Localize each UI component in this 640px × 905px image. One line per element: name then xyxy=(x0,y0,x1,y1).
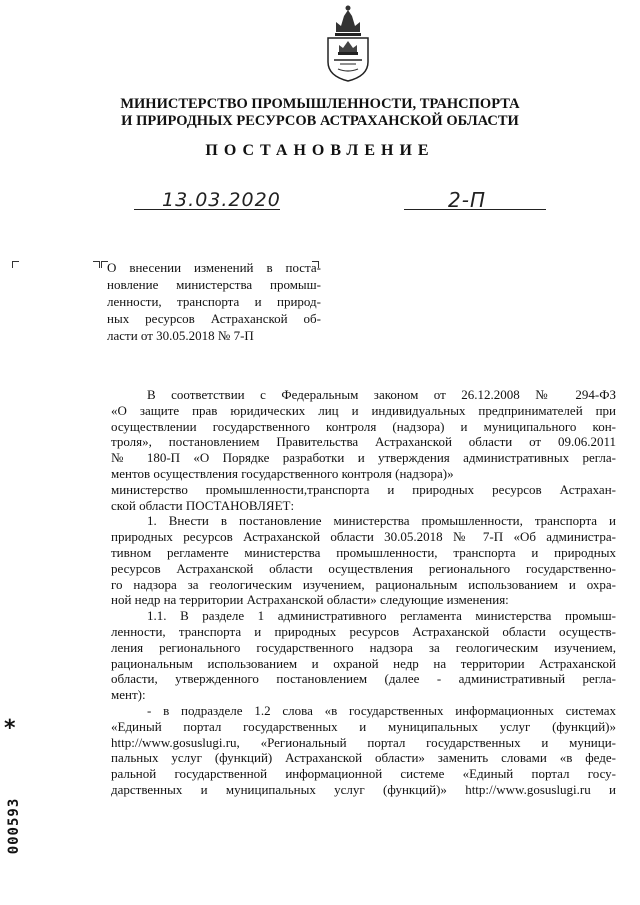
bracket-corner-right-a xyxy=(93,261,100,268)
body-line: осуществлении государственного контроля (надзора) и муниципального кон- xyxy=(111,418,616,434)
date-underline xyxy=(134,209,280,210)
body-line: ской области ПОСТАНОВЛЯЕТ: xyxy=(111,497,295,513)
body-line: «О защите прав юридических лиц и индивидуальных предпринимателей при xyxy=(111,402,616,418)
stamp-asterisk: * xyxy=(4,716,16,741)
body-line: ральной государственной информационной системе «Единый портал госу- xyxy=(111,766,616,782)
subject-block xyxy=(107,259,321,344)
body-line: области, утвержденного постановлением (далее - административный регла- xyxy=(111,671,616,687)
body-line: № 180-П «О Порядке разработки и утверждения административных регла- xyxy=(111,450,616,466)
document-body xyxy=(111,387,616,798)
body-line: «Единый портал государственных и муниципальных услуг (функций)» xyxy=(111,718,616,734)
ministry-name-line-1: МИНИСТЕРСТВО ПРОМЫШЛЕННОСТИ, ТРАНСПОРТА xyxy=(120,96,520,112)
number-underline xyxy=(404,209,546,210)
body-line: В соответствии с Федеральным законом от 26.12.2008 № 294-ФЗ xyxy=(147,387,616,402)
handwritten-date: 13.03.2020 xyxy=(162,189,281,211)
body-line: http://www.gosuslugi.ru, «Региональный портал государственных и муници- xyxy=(111,734,616,750)
body-line: 1.1. В разделе 1 административного регламента министерства промыш- xyxy=(147,608,616,624)
subject-line: ных ресурсов Астраханской об- xyxy=(107,311,321,326)
subject-line: ласти от 30.05.2018 № 7-П xyxy=(107,328,254,343)
body-line: министерство промышленности,транспорта и природных ресурсов Астрахан- xyxy=(111,481,616,497)
subject-line: О внесении изменений в поста- xyxy=(107,260,321,275)
body-line: ресурсов Астраханской области осуществления регионального государственно- xyxy=(111,560,616,576)
body-line: ной недр на территории Астраханской области» следующие изменения: xyxy=(111,592,509,608)
subject-line: новление министерства промыш- xyxy=(107,277,321,292)
ministry-name-line-2: И ПРИРОДНЫХ РЕСУРСОВ АСТРАХАНСКОЙ ОБЛАСТИ xyxy=(121,113,519,129)
body-line: мент): xyxy=(111,687,146,703)
document-type-title: ПОСТАНОВЛЕНИЕ xyxy=(205,142,435,159)
bracket-corner-left xyxy=(12,261,19,268)
body-line: ментов осуществления государственного контроля (надзора)» xyxy=(111,465,454,481)
body-line: троля», постановлением Правительства Астраханской области от 09.06.2011 xyxy=(111,434,616,450)
body-line: рациональным использованием и охраной недр на территории Астраханской xyxy=(111,655,616,671)
subject-line: ленности, транспорта и природ- xyxy=(107,294,321,309)
body-line: ленности, транспорта и природных ресурсов Астраханской области осуществ- xyxy=(111,623,616,639)
handwritten-number: 2-П xyxy=(448,188,486,212)
body-line: 1. Внести в постановление министерства промышленности, транспорта и xyxy=(147,513,616,529)
body-line: - в подразделе 1.2 слова «в государственных информационных системах xyxy=(147,702,616,718)
body-line: природных ресурсов Астраханской области 30.05.2018 № 7-П «Об администра- xyxy=(111,529,616,545)
body-line: го надзора за геологическим изучением, рациональным использованием и охра- xyxy=(111,576,616,592)
body-line: тивном регламенте министерства промышленности, транспорта и природных xyxy=(111,544,616,560)
body-line: дарственных и муниципальных услуг (функций)» http://www.gosuslugi.ru и xyxy=(111,781,616,797)
registration-stamp xyxy=(2,766,22,886)
stamp-number: 000593 xyxy=(6,797,22,855)
coat-of-arms-emblem xyxy=(322,2,374,82)
body-line: ления регионального государственного надзора за геологическим изучением, xyxy=(111,639,616,655)
body-line: пальных услуг (функций) Астраханской области» заменить словами «в феде- xyxy=(111,750,616,766)
